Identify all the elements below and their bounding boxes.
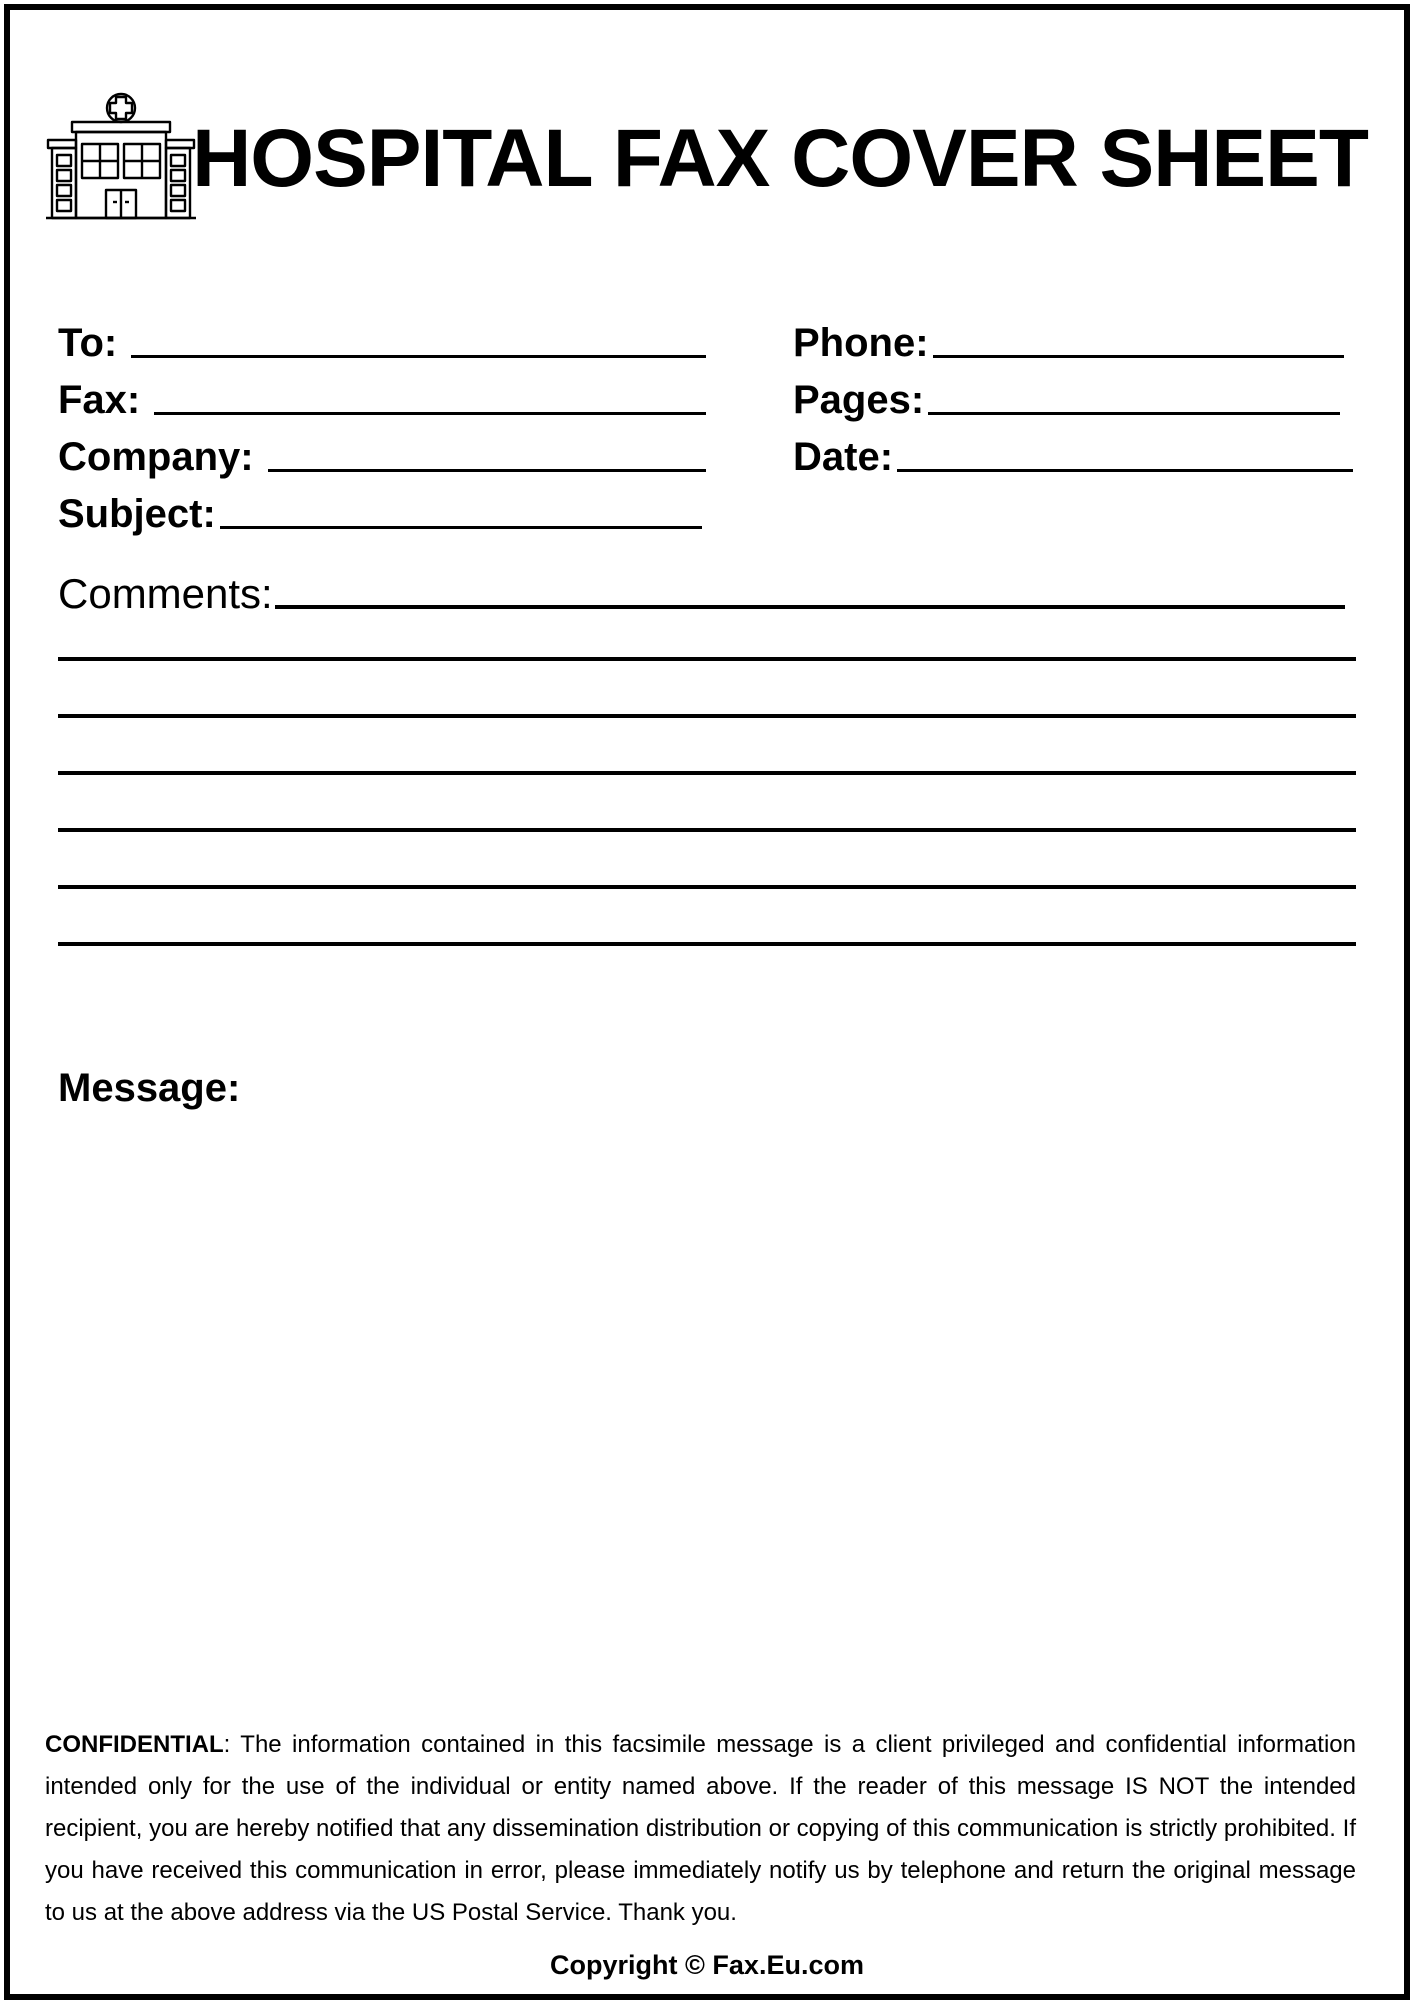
comments-blank-line[interactable] — [58, 942, 1356, 946]
pages-label: Pages: — [793, 378, 925, 422]
comments-field[interactable] — [58, 566, 1345, 616]
confidential-label: CONFIDENTIAL — [45, 1731, 224, 1758]
subject-line[interactable] — [220, 526, 702, 529]
subject-label: Subject: — [58, 492, 216, 536]
phone-line[interactable] — [933, 355, 1344, 358]
comments-blank-line[interactable] — [58, 828, 1356, 832]
hospital-building-icon — [46, 92, 196, 220]
message-label: Message: — [58, 1066, 241, 1110]
comments-label: Comments: — [58, 570, 273, 617]
pages-field[interactable] — [793, 372, 1340, 422]
subject-field[interactable] — [58, 486, 702, 536]
comments-line[interactable] — [275, 605, 1345, 609]
page-title: HOSPITAL FAX COVER SHEET — [192, 113, 1368, 204]
phone-field[interactable] — [793, 315, 1344, 365]
to-field[interactable] — [58, 315, 706, 365]
comments-blank-line[interactable] — [58, 885, 1356, 889]
copyright: Copyright © Fax.Eu.com — [550, 1950, 864, 1980]
to-label: To: — [58, 321, 118, 365]
company-field[interactable] — [58, 429, 706, 479]
fax-field[interactable] — [58, 372, 706, 422]
message-area[interactable] — [58, 1120, 1356, 1680]
comments-blank-line[interactable] — [58, 657, 1356, 661]
date-line[interactable] — [897, 469, 1353, 472]
date-label: Date: — [793, 435, 894, 479]
comments-blank-line[interactable] — [58, 714, 1356, 718]
comments-blank-line[interactable] — [58, 771, 1356, 775]
phone-label: Phone: — [793, 321, 929, 365]
company-line[interactable] — [268, 469, 706, 472]
fax-label: Fax: — [58, 378, 141, 422]
confidential-text: : The information contained in this facsimile message is a client privileged and confidential information intended only for the use of the individual or entity named above. If the reader of this message IS NOT the intended recipient, you are hereby notified that any dissemination distribution or copying of this communication is strictly prohibited. If you have received this communication in error, please immediately notify us by telephone and return the original message to us at the above address via the US Postal Service. Thank you. — [45, 1731, 1356, 1926]
fax-cover-sheet — [4, 4, 1410, 2000]
company-label: Company: — [58, 435, 254, 479]
fax-line[interactable] — [154, 412, 706, 415]
confidential-notice — [45, 1724, 1356, 1934]
to-line[interactable] — [131, 355, 706, 358]
pages-line[interactable] — [928, 412, 1340, 415]
date-field[interactable] — [793, 429, 1353, 479]
